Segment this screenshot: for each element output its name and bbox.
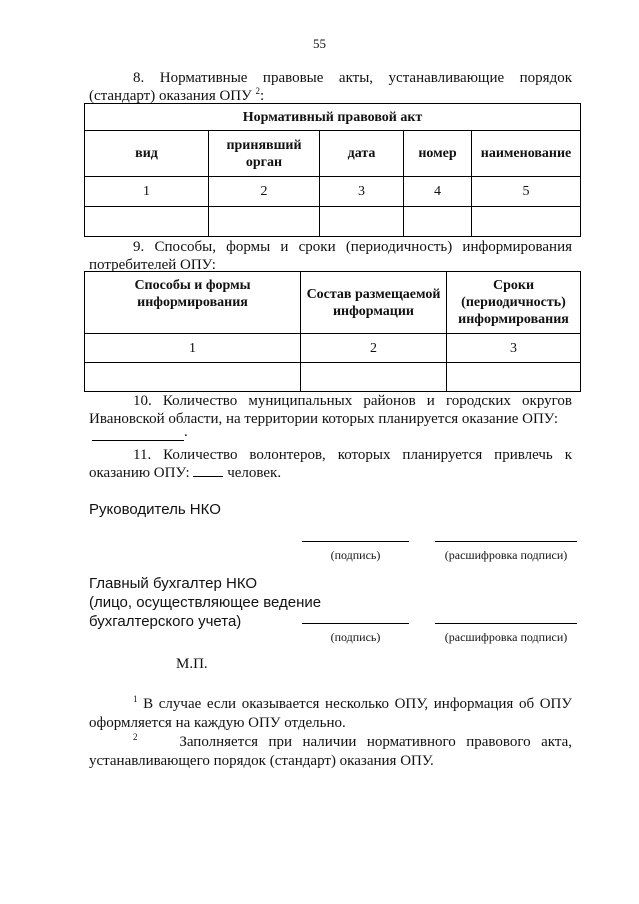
footnote-ref-2: 2 [255,86,261,96]
legal-acts-empty-cell[interactable] [85,207,209,237]
legal-acts-header-date: дата [320,131,404,177]
legal-acts-header-number: номер [404,131,472,177]
section-10-text: 10. Количество муниципальных районов и городских округов Ивановской области, на территории которых планируется оказание ОПУ: [89,393,572,427]
accountant-decoding-hint: (расшифровка подписи) [444,630,568,644]
legal-acts-header-body: принявший орган [209,131,320,177]
legal-acts-header-type: вид [85,131,209,177]
legal-acts-empty-cell[interactable] [404,207,472,237]
legal-acts-colnum-1: 1 [85,177,209,207]
head-decoding-hint: (расшифровка подписи) [444,548,568,562]
footnote-2-mark: 2 [133,732,138,742]
footnote-1-mark: 1 [133,694,138,704]
section-11-after: человек. [227,465,282,481]
legal-acts-title: Нормативный правовой акт [85,104,581,131]
footnote-1 [89,695,572,733]
legal-acts-colnum-3: 3 [320,177,404,207]
section-8-colon: : [260,88,265,104]
footnote-1-text: В случае если оказывается несколько ОПУ, информация об ОПУ оформляется на каждую ОПУ отдельно. [89,696,572,731]
head-signature-hint: (подпись) [330,548,381,562]
section-9-text: 9. Способы, формы и сроки (периодичность) информирования потребителей ОПУ: [89,239,572,273]
informing-empty-cell[interactable] [447,363,581,392]
informing-header-methods: Способы и формы информирования [85,272,301,334]
informing-header-content: Состав размещаемой информации [301,272,447,334]
section-11-text [89,446,572,482]
section-10-blank-end: . [184,424,188,440]
informing-empty-cell[interactable] [301,363,447,392]
legal-acts-empty-cell[interactable] [320,207,404,237]
accountant-signature-hint: (подпись) [330,630,381,644]
accountant-label-line-2: (лицо, осуществляющее ведение [89,594,322,611]
legal-acts-empty-cell[interactable] [209,207,320,237]
section-11-before: 11. Количество волонтеров, которых планируется привлечь к оказанию ОПУ: [89,447,572,481]
section-10-blank[interactable] [92,440,184,441]
accountant-decoding-line[interactable] [435,623,577,624]
legal-acts-empty-cell[interactable] [472,207,581,237]
section-8-body: 8. Нормативные правовые акты, устанавливающие порядок (стандарт) оказания ОПУ [89,70,572,104]
accountant-label-line-3: бухгалтерского учета) [89,613,242,630]
accountant-label [89,574,321,631]
legal-acts-colnum-2: 2 [209,177,320,207]
informing-colnum-2: 2 [301,334,447,363]
section-11-blank[interactable] [193,464,223,477]
head-decoding-line[interactable] [435,541,577,542]
legal-acts-colnum-4: 4 [404,177,472,207]
accountant-label-line-1: Главный бухгалтер НКО [89,575,258,592]
legal-acts-header-name: наименование [472,131,581,177]
accountant-signature-line[interactable] [302,623,409,624]
head-signature-line[interactable] [302,541,409,542]
page-number: 55 [313,36,326,51]
informing-empty-cell[interactable] [85,363,301,392]
section-8-text [89,69,572,105]
informing-header-frequency: Сроки (периодичность) информирования [447,272,581,334]
footnote-2-text: Заполняется при наличии нормативного правового акта, устанавливающего порядок (стандарт) оказания ОПУ. [89,734,573,769]
informing-colnum-3: 3 [447,334,581,363]
footnote-2 [89,733,572,771]
stamp-place: М.П. [176,656,208,672]
informing-table [84,271,581,392]
informing-colnum-1: 1 [85,334,301,363]
legal-acts-table [84,103,581,237]
head-label: Руководитель НКО [89,501,221,518]
legal-acts-colnum-5: 5 [472,177,581,207]
